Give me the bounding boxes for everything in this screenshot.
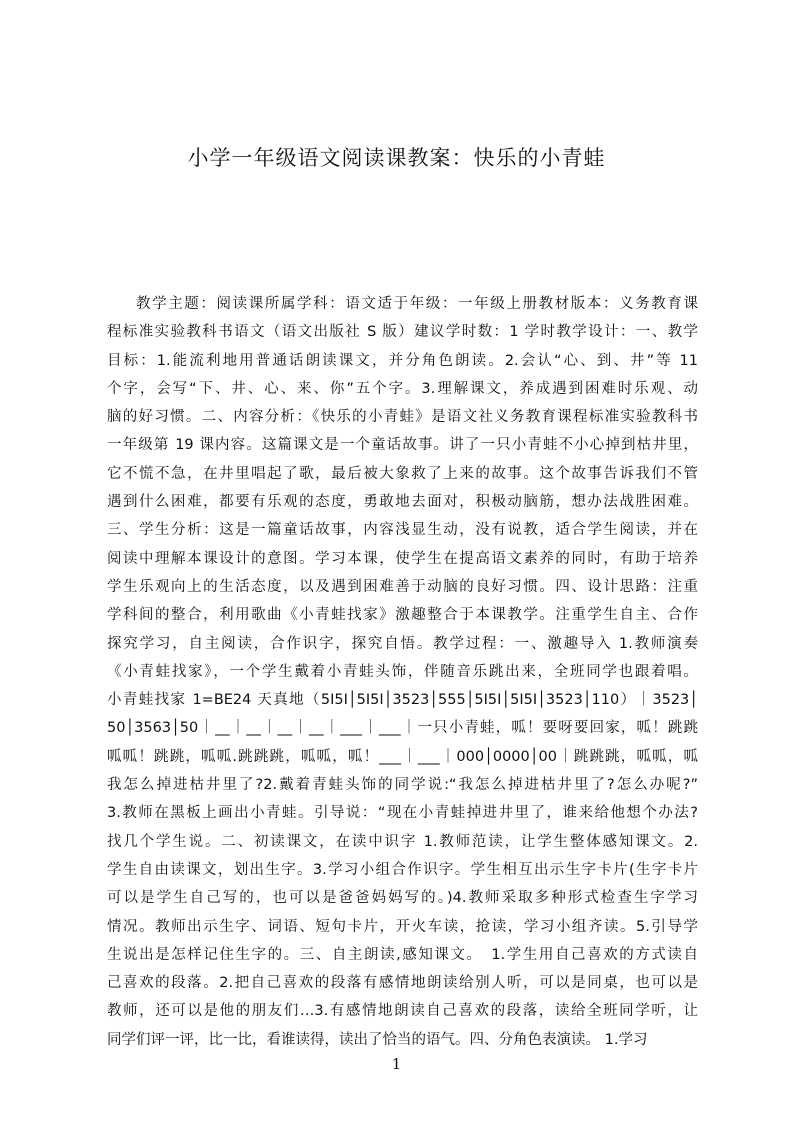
text-line: 3.教师在黑板上画出小青蛙。引导说：“现在小青蛙掉进井里了，谁来给他想个办法?: [107, 805, 698, 822]
text-line: 《小青蛙找家》，一个学生戴着小青蛙头饰，伴随音乐跳出来，全班同学也跟着唱。: [107, 663, 698, 680]
text-line: 呱呱！跳跳，呱呱.跳跳跳，呱呱，呱！___｜___｜000│0000│00｜跳跳跳，呱呱，呱: [107, 748, 698, 765]
text-line: 小青蛙找家 1=BE24 天真地（5I5I│5I5I│3523│555│5I5I│5I5I│3523│110）｜3523│: [107, 692, 698, 709]
text-line: 程标准实验教科书语文（语文出版社 S 版）建议学时数：1 学时教学设计：一、教学: [107, 324, 698, 341]
page-title: 小学一年级语文阅读课教案：快乐的小青蛙: [187, 146, 606, 170]
text-line: 一年级第 19 课内容。这篇课文是一个童话故事。讲了一只小青蛙不小心掉到枯井里，: [107, 437, 698, 454]
text-line: 找几个学生说。二、初读课文，在读中识字 1.教师范读，让学生整体感知课文。2.: [107, 833, 698, 850]
text-line: 生说出是怎样记住生字的。三、自主朗读,感知课文。 1.学生用自己喜欢的方式读自: [107, 946, 698, 963]
text-line: 学科间的整合，利用歌曲《小青蛙找家》激趣整合于本课教学。注重学生自主、合作: [107, 607, 698, 624]
text-line: 个字，会写“下、井、心、来、你”五个字。3.理解课文，养成遇到困难时乐观、动: [107, 380, 698, 397]
text-line: 三、学生分析：这是一篇童话故事，内容浅显生动，没有说教，适合学生阅读，并在: [107, 522, 698, 539]
text-line: 学生乐观向上的生活态度，以及遇到困难善于动脑的良好习惯。四、设计思路：注重: [107, 578, 698, 595]
text-line: 阅读中理解本课设计的意图。学习本课，使学生在提高语文素养的同时，有助于培养: [107, 550, 698, 567]
text-line: 同学们评一评，比一比，看谁读得，读出了恰当的语气。四、分角色表演读。 1.学习: [107, 1031, 648, 1048]
text-line: 教师，还可以是他的朋友们…3.有感情地朗读自己喜欢的段落，读给全班同学听，让: [107, 1003, 698, 1020]
text-line: 教学主题：阅读课所属学科：语文适于年级：一年级上册教材版本：义务教育课: [136, 296, 698, 312]
text-line: 可以是学生自己写的，也可以是爸爸妈妈写的。)4.教师采取多种形式检查生字学习: [107, 890, 698, 907]
text-line: 我怎么掉进枯井里了?2.戴着青蛙头饰的同学说:“我怎么掉进枯井里了?怎么办呢?”: [107, 777, 698, 794]
text-line: 脑的好习惯。二、内容分析：《快乐的小青蛙》是语文社义务教育课程标准实验教科书: [107, 409, 698, 426]
page-number: 1: [391, 1055, 402, 1073]
text-line: 遇到什么困难，都要有乐观的态度，勇敢地去面对，积极动脑筋，想办法战胜困难。: [107, 494, 698, 511]
text-line: 它不慌不急，在井里唱起了歌，最后被大象救了上来的故事。这个故事告诉我们不管: [107, 465, 698, 482]
text-line: 己喜欢的段落。2.把自己喜欢的段落有感情地朗读给别人听，可以是同桌，也可以是: [107, 975, 698, 992]
body-text: [107, 290, 698, 1048]
text-line: 学生自由读课文，划出生字。3.学习小组合作识字。学生相互出示生字卡片(生字卡片: [107, 861, 698, 878]
text-line: 探究学习，自主阅读，合作识字，探究自悟。教学过程：一、激趣导入 1.教师演奏: [107, 635, 698, 652]
text-line: 情况。教师出示生字、词语、短句卡片，开火车读，抢读，学习小组齐读。5.引导学: [107, 918, 698, 935]
text-line: 目标：1.能流利地用普通话朗读课文，并分角色朗读。2.会认“心、到、井”等 11: [107, 352, 698, 369]
text-line: 50│3563│50｜__｜__｜__｜__｜___｜___｜一只小青蛙，呱！要呀要回家，呱！跳跳: [107, 720, 698, 737]
